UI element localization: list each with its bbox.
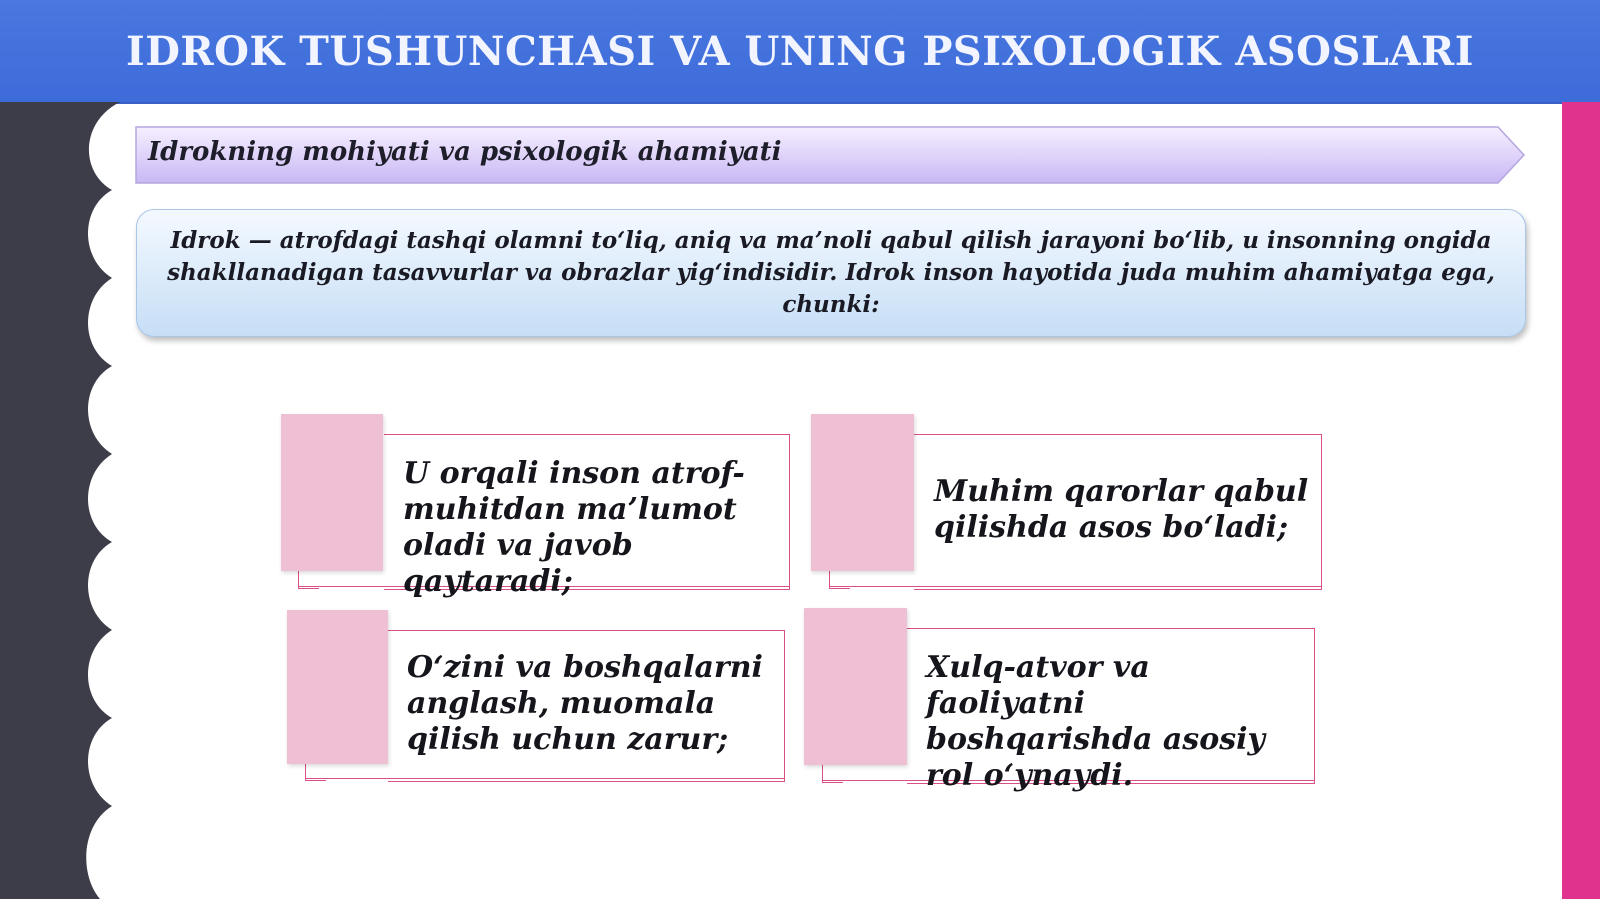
card-text: U orqali inson atrof-muhitdan ma’lumot oladi va javob qaytaradi; [403,456,745,599]
intro-box [136,209,1526,337]
card-text: Muhim qarorlar qabul qilishda asos bo‘ladi; [934,474,1309,545]
card-text: O‘zini va boshqalarni anglash, muomala qilish uchun zarur; [407,650,763,757]
page-title: IDROK TUSHUNCHASI VA UNING PSIXOLOGIK ASOSLARI [126,27,1474,75]
intro-text: Idrok — atrofdagi tashqi olamni to‘liq, aniq va ma’noli qabul qilish jarayoni bo‘lib, u insonning ongida shakllanadigan tasavvurlar va obrazlar yig‘indisidir. Idrok inson hayotida juda muhim ahamiyatga ega, chunki: [167,227,1495,318]
left-wavy-band [0,102,120,899]
card-square [281,414,383,571]
card-bottom-line [829,586,1321,587]
right-accent-stripe [1562,102,1600,899]
section-subtitle: Idrokning mohiyati va psixologik ahamiyati [148,137,782,167]
card-text: Xulq-atvor va faoliyatni boshqarishda asosiy rol o‘ynaydi. [926,650,1265,793]
card-square [804,608,907,765]
card-square [811,414,914,571]
card-square [287,610,388,764]
header-bar [0,0,1600,104]
card-bottom-line [305,778,784,779]
